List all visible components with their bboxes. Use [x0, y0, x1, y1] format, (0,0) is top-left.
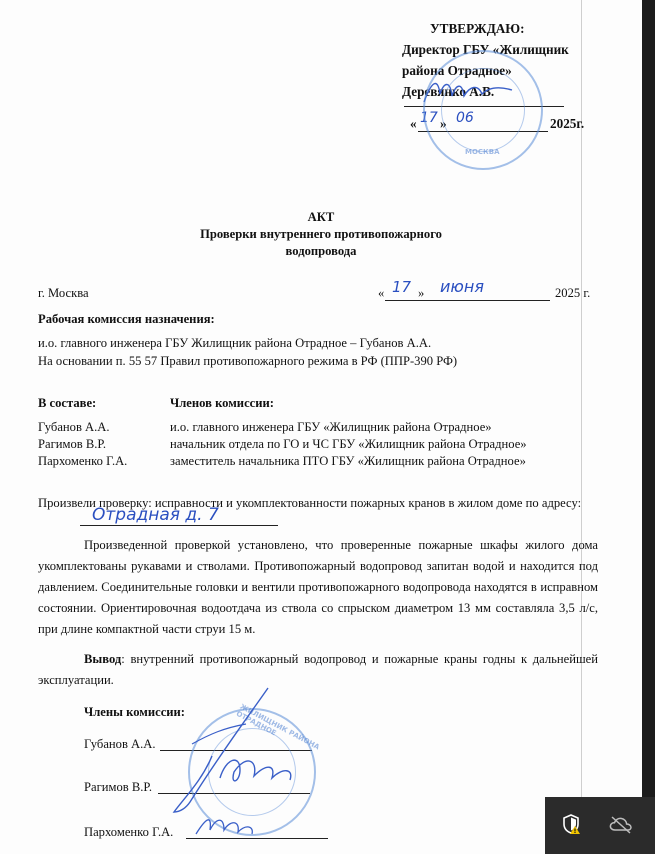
- onedrive-status-button[interactable]: [599, 807, 643, 841]
- conclusion-text: : внутренний противопожарный водопровод и пожарные краны годны к дальнейшей эксплуатации.: [38, 652, 598, 687]
- findings-paragraph: [38, 535, 598, 640]
- approval-month: 06: [456, 110, 474, 126]
- city-label: г. Москва: [38, 286, 89, 300]
- signature-parkhomenko: [196, 820, 252, 834]
- date-month: июня: [440, 277, 484, 296]
- system-tray: [545, 797, 655, 854]
- date-close: »: [418, 286, 425, 300]
- member-name: Губанов А.А.: [38, 420, 110, 434]
- stamp-bottom-text: ЖИЛИЩНИК РАЙОНА ОТРАДНОЕ: [234, 702, 321, 752]
- act-title-line-3: водопровода: [285, 244, 357, 258]
- commission-line-2: На основании п. 55 57 Правил противопожарного режима в РФ (ППР-390 РФ): [38, 354, 458, 368]
- signature-name: Пархоменко Г.А.: [84, 825, 174, 839]
- inspection-text: Произвели проверку: исправности и укомплектованности пожарных кранов в жилом доме по адресу:: [38, 496, 582, 510]
- approval-heading: УТВЕРЖДАЮ:: [430, 21, 525, 36]
- commission-heading: Рабочая комиссия назначения:: [38, 312, 215, 326]
- stamp-top: [423, 50, 543, 170]
- member-name: Пархоменко Г.А.: [38, 454, 128, 468]
- member-signatures: [150, 684, 340, 854]
- member-name: Рагимов В.Р.: [38, 437, 106, 451]
- commission-line-1: и.о. главного инженера ГБУ Жилищник района Отрадное – Губанов А.А.: [38, 336, 432, 350]
- security-status-button[interactable]: [549, 807, 593, 841]
- members-label: Членов комиссии:: [170, 396, 274, 410]
- conclusion-label: Вывод: [84, 652, 122, 666]
- act-title-line-2: Проверки внутреннего противопожарного: [200, 227, 442, 241]
- date-line: [385, 300, 550, 301]
- signature-ragimov: [220, 760, 291, 781]
- stamp-top-text: МОСКВА: [465, 148, 500, 156]
- approval-date-open: «: [410, 116, 417, 131]
- act-title-line-1: АКТ: [307, 210, 335, 224]
- date-open: «: [378, 286, 385, 300]
- inspection-address: Отрадная д. 7: [92, 505, 219, 525]
- date-day: 17: [392, 278, 412, 296]
- approval-line-1: Директор ГБУ «Жилищник: [402, 42, 569, 57]
- address-line: [80, 525, 278, 526]
- approval-date-mid: »: [440, 116, 447, 131]
- member-position: и.о. главного инженера ГБУ «Жилищник района Отрадное»: [170, 420, 492, 434]
- findings-text: Произведенной проверкой установлено, что проверенные пожарные шкафы жилого дома укомплектованы рукавами и стволами. Противопожарный водопровод запитан водой и находится под давлением. Соединительные головки и вентили противопожарного водопровода находятся в исправном состоянии. Ориентировочная водоотдача из ствола со спрыском диаметром 13 мм составляла 3,5 л/с, при длине компактной части струи 15 м.: [38, 538, 598, 636]
- member-position: начальник отдела по ГО и ЧС ГБУ «Жилищник района Отрадное»: [170, 437, 527, 451]
- composition-label: В составе:: [38, 396, 97, 410]
- signature-name: Рагимов В.Р.: [84, 780, 152, 794]
- signature-name: Губанов А.А.: [84, 737, 156, 751]
- signatures-heading: Члены комиссии:: [84, 705, 186, 719]
- approval-year: 2025г.: [550, 116, 585, 131]
- shield-warning-icon: [560, 813, 582, 835]
- member-position: заместитель начальника ПТО ГБУ «Жилищник района Отрадное»: [170, 454, 526, 468]
- approval-day: 17: [420, 110, 438, 126]
- act-title: [0, 209, 642, 260]
- approval-line-3: Деревянко А.В.: [402, 84, 495, 99]
- signature-gubanov: [174, 688, 268, 812]
- approval-line-2: района Отрадное»: [402, 63, 512, 78]
- cloud-offline-icon: [608, 814, 634, 834]
- date-year: 2025 г.: [555, 286, 591, 300]
